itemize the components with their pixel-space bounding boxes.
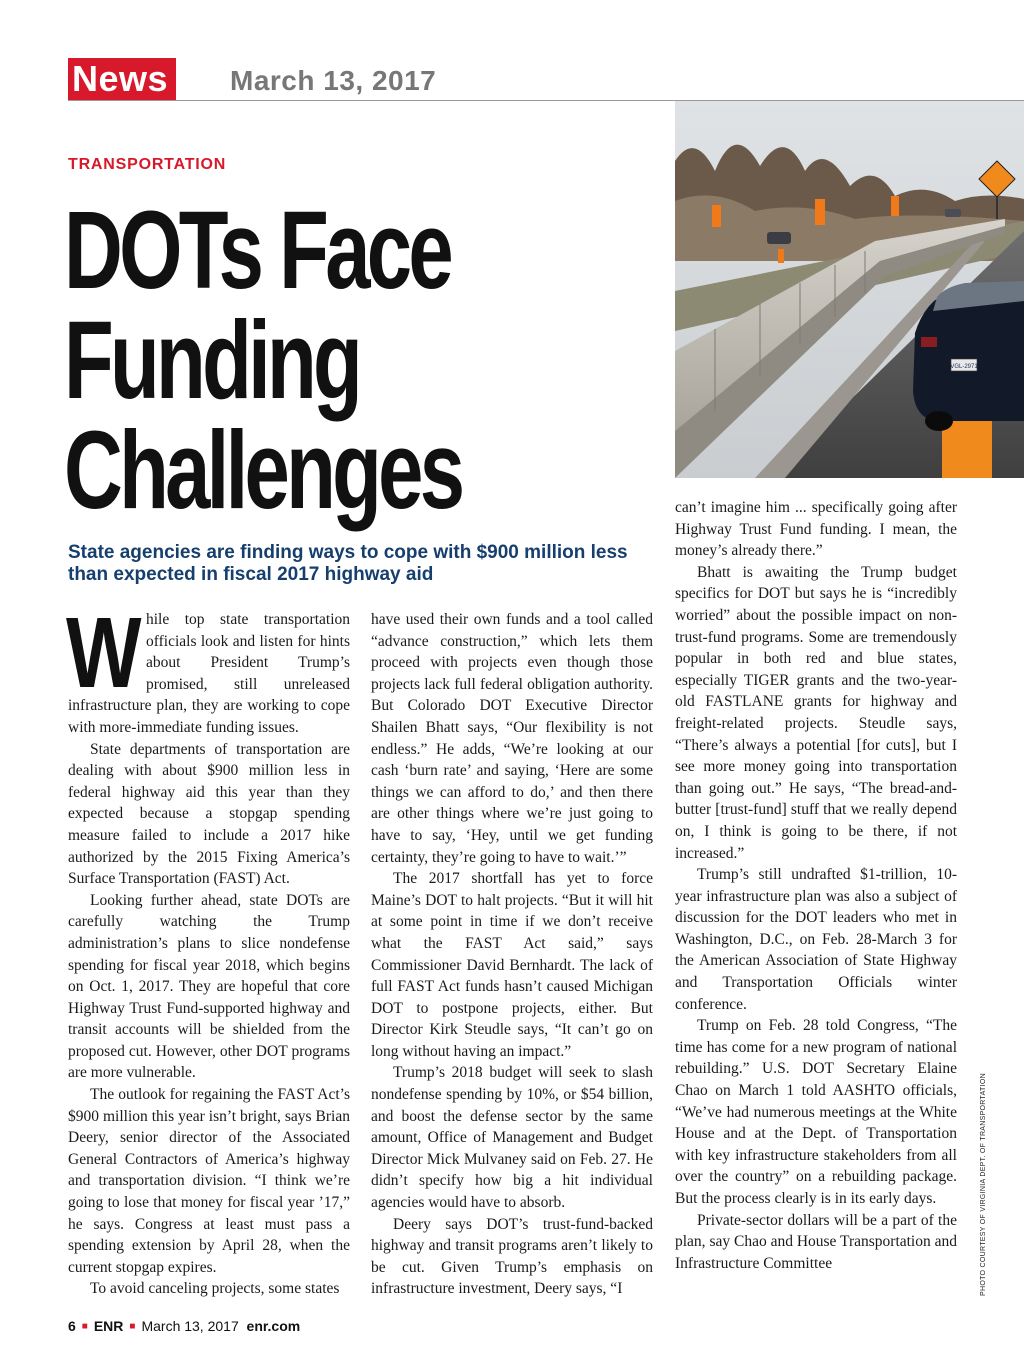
paragraph: hile top state transportation officials look and listen for hints about President Trump’s promised, still unreleased infrastructure plan, they are working to cope with more-immediate funding issues. bbox=[68, 611, 350, 736]
page-footer bbox=[68, 1318, 300, 1334]
article-column-1 bbox=[66, 597, 350, 1300]
headline-line: Challenges bbox=[64, 409, 462, 532]
paragraph: Trump’s still undrafted $1-trillion, 10-year infrastructure plan was also a subject of discussion for the DOT leaders who met in Washington, D.C., on Feb. 28-March 3 for the American Association of State Highway and Transportation Officials winter conference. bbox=[675, 866, 957, 1013]
headline-line: DOTs Face bbox=[64, 189, 450, 312]
paragraph: State departments of transportation are dealing with about $900 million less in federal highway aid this year than they expected because a stopgap spending measure failed to include a 2017 hike authorized by the 2015 Fixing America’s Surface Transportation (FAST) Act. bbox=[68, 740, 350, 888]
page-number: 6 bbox=[68, 1318, 76, 1334]
headline bbox=[64, 189, 478, 532]
website-link[interactable]: enr.com bbox=[246, 1318, 301, 1334]
paragraph: Bhatt is awaiting the Trump budget specifics for DOT but says he is “incredibly worried” about the possible impact on non-trust-fund programs. Some are tremendously popular in both red and blue states, especially TIGER grants and the two-year-old FASTLANE grants for highway and freight-related projects. Steudle says, “There’s always a potential [for cuts], but I see more money going into transportation than going out.” He says, “The bread-and-butter [trust-fund] stuff that we really depend on, I think is going to be there, if not increased.” bbox=[675, 563, 957, 862]
paragraph: The outlook for regaining the FAST Act’s $900 million this year isn’t bright, says Brian Deery, senior director of the Associated General Contractors of America’s highway and transportation division. “I think we’re going to lose that money for fiscal year ’17,” he says. Congress at least must pass a spending extension by April 28, when the current stopgap expires. bbox=[68, 1086, 350, 1276]
paragraph: can’t imagine him ... specifically going after Highway Trust Fund funding. I mean, the money’s already there.” bbox=[675, 499, 957, 560]
paragraph: Trump’s 2018 budget will seek to slash nondefense spending by 10%, or $54 billion, and boost the defense sector by the same amount, Office of Management and Budget Director Mick Mulvaney said on Feb. 27. He didn’t specify how big a hit individual agencies would have to absorb. bbox=[371, 1064, 653, 1212]
separator-icon: ■ bbox=[129, 1321, 136, 1332]
section-badge: News bbox=[68, 58, 176, 100]
paragraph: Private-sector dollars will be a part of the plan, say Chao and House Transportation and Infrastructure Committee bbox=[675, 1211, 957, 1272]
paragraph: To avoid canceling projects, some states bbox=[90, 1280, 340, 1298]
category-label: TRANSPORTATION bbox=[68, 156, 227, 173]
paragraph: The 2017 shortfall has yet to force Maine’s DOT to halt projects. “But it will hit at some point in time if we don’t receive what the FAST Act said,” says Commissioner David Bernhardt. The lack of full FAST Act funds hasn’t caused Michigan DOT to postpone projects, either. But Director Kirk Steudle says, “It can’t go on long without having an impact.” bbox=[371, 870, 653, 1060]
article-column-3 bbox=[675, 497, 957, 1274]
footer-date: March 13, 2017 bbox=[141, 1318, 239, 1334]
separator-icon: ■ bbox=[81, 1321, 88, 1332]
paragraph: Trump on Feb. 28 told Congress, “The time has come for a new program of national rebuilding.” U.S. DOT Secretary Elaine Chao on March 1 told AASHTO officials, “We’ve had numerous meetings at the White House and at the Dept. of Transportation with key infrastructure stakeholders from all over the country” on a rebuilding package. But the process clearly is in its early days. bbox=[675, 1017, 957, 1207]
page-header bbox=[68, 58, 1024, 100]
headline-line: Funding bbox=[64, 299, 360, 422]
paragraph: have used their own funds and a tool called “advance construction,” which lets them proceed with projects even though those projects lack full federal obligation authority. But Colorado DOT Executive Director Shailen Bhatt says, “Our flexibility is not endless.” He adds, “We’re looking at our cash ‘burn rate’ and saying, ‘Here are some things we can afford to do,’ and then there are other things where we’re just going to have to say, ‘Hey, until we get funding certainty, they’re going to have to wait.’” bbox=[371, 611, 653, 866]
article-column-2 bbox=[371, 609, 653, 1300]
header-date: March 13, 2017 bbox=[230, 65, 437, 96]
paragraph: Looking further ahead, state DOTs are carefully watching the Trump administration’s plans to slice nondefense spending for fiscal year 2018, which begins on Oct. 1, 2017. They are hopeful that core Highway Trust Fund-supported highway and transit accounts will be shielded from the proposed cut. However, other DOT programs are more vulnerable. bbox=[68, 891, 350, 1082]
paragraph: Deery says DOT’s trust-fund-backed highway and transit programs aren’t likely to be cut. Given Trump’s emphasis on infrastructure investment, Deery says, “I bbox=[371, 1215, 653, 1298]
drop-cap: W bbox=[66, 597, 142, 709]
photo-credit: PHOTO COURTESY OF VIRGINIA DEPT. OF TRANSPORTATION bbox=[980, 1073, 987, 1296]
license-plate: VGL-2971 bbox=[950, 364, 978, 370]
magazine-name: ENR bbox=[93, 1318, 124, 1334]
deck-subheadline: State agencies are finding ways to cope with $900 million less than expected in fiscal 2017 highway aid bbox=[68, 542, 628, 585]
highway-work-zone-photo bbox=[675, 101, 1024, 478]
